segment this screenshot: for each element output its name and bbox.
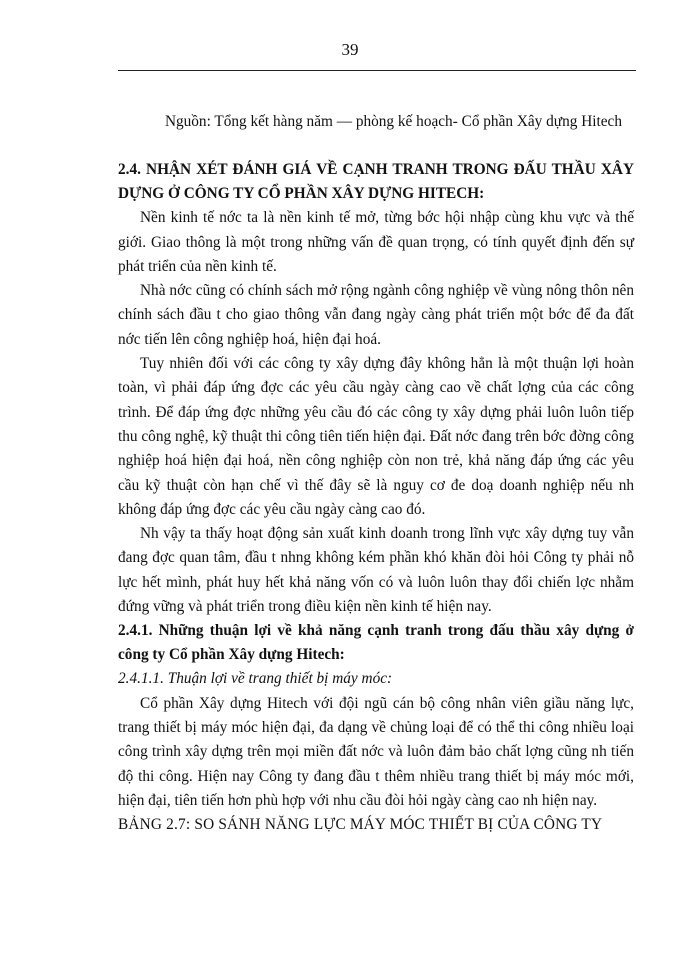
source-note: Nguồn: Tổng kết hàng năm — phòng kế hoạch- Cổ phần Xây dựng Hitech xyxy=(164,113,622,130)
page-number: 39 xyxy=(341,40,359,59)
body-paragraph: Nh vậy ta thấy hoạt động sản xuất kinh doanh trong lĩnh vực xây dựng tuy vẫn đang đợc quan tâm, đầu t nhng không kém phần khó khăn đòi hỏi Công ty phải nỗ lực hết mình, phát huy hết khả năng vốn có và luôn luôn thay đổi chiến lợc nhằm đứng vững và phát triển trong điều kiện nền kinh tế hiện nay. xyxy=(118,525,634,616)
body-paragraph: Nhà nớc cũng có chính sách mở rộng ngành công nghiệp về vùng nông thôn nên chính sách đầu t cho giao thông vẫn đang ngày càng phát triển một bớc để đa đất nớc tiến lên công nghiệp hoá, hiện đại hoá. xyxy=(118,282,634,348)
subsubsection-heading: 2.4.1.1. Thuận lợi về trang thiết bị máy móc: xyxy=(118,670,393,688)
header-rule xyxy=(118,70,636,71)
body-paragraph: Cổ phần Xây dựng Hitech với đội ngũ cán bộ công nhân viên giầu năng lực, trang thiết bị máy móc hiện đại, đa dạng về chủng loại để có thể thi công nhiều loại công trình xây dựng trên mọi miền đất nớc và luôn đảm bảo chất lợng cũng nh tiến độ thi công. Hiện nay Công ty đang đầu t thêm nhiều trang thiết bị máy móc mới, hiện đại, tiên tiến hơn phù hợp với nhu cầu đòi hỏi ngày càng cao nh hiện nay. xyxy=(118,694,634,809)
page-content xyxy=(118,110,634,837)
table-caption: BẢNG 2.7: SO SÁNH NĂNG LỰC MÁY MÓC THIẾT BỊ CỦA CÔNG TY xyxy=(118,816,603,834)
body-paragraph: Tuy nhiên đối với các công ty xây dựng đây không hẳn là một thuận lợi hoàn toàn, vì phải đáp ứng đợc các yêu cầu ngày càng cao về chất lợng của các công trình. Để đáp ứng đợc những yêu cầu đó các công ty xây dựng phải luôn luôn tiếp thu công nghệ, kỹ thuật thi công tiên tiến hiện đại. Đất nớc đang trên bớc đờng công nghiệp hoá hiện đại hoá, nền công nghiệp còn non trẻ, khả năng đáp ứng các yêu cầu kỹ thuật còn hạn chế vì thế đây sẽ là nguy cơ đe doạ doanh nghiệp nếu nh không đáp ứng đợc các yêu cầu ngày càng cao đó. xyxy=(118,355,634,518)
subsection-heading: 2.4.1. Những thuận lợi về khả năng cạnh tranh trong đấu thầu xây dựng ở công ty Cổ phần Xây dựng Hitech: xyxy=(118,622,634,664)
section-heading: 2.4. NHẬN XÉT ĐÁNH GIÁ VỀ CẠNH TRANH TRONG ĐẤU THẦU XÂY DỰNG Ở CÔNG TY CỔ PHẦN XÂY DỰNG HITECH: xyxy=(118,161,634,203)
body-paragraph: Nền kinh tế nớc ta là nền kinh tế mở, từng bớc hội nhập cùng khu vực và thế giới. Giao thông là một trong những vấn đề quan trọng, có tính quyết định đến sự phát triển của nền kinh tế. xyxy=(118,209,634,275)
